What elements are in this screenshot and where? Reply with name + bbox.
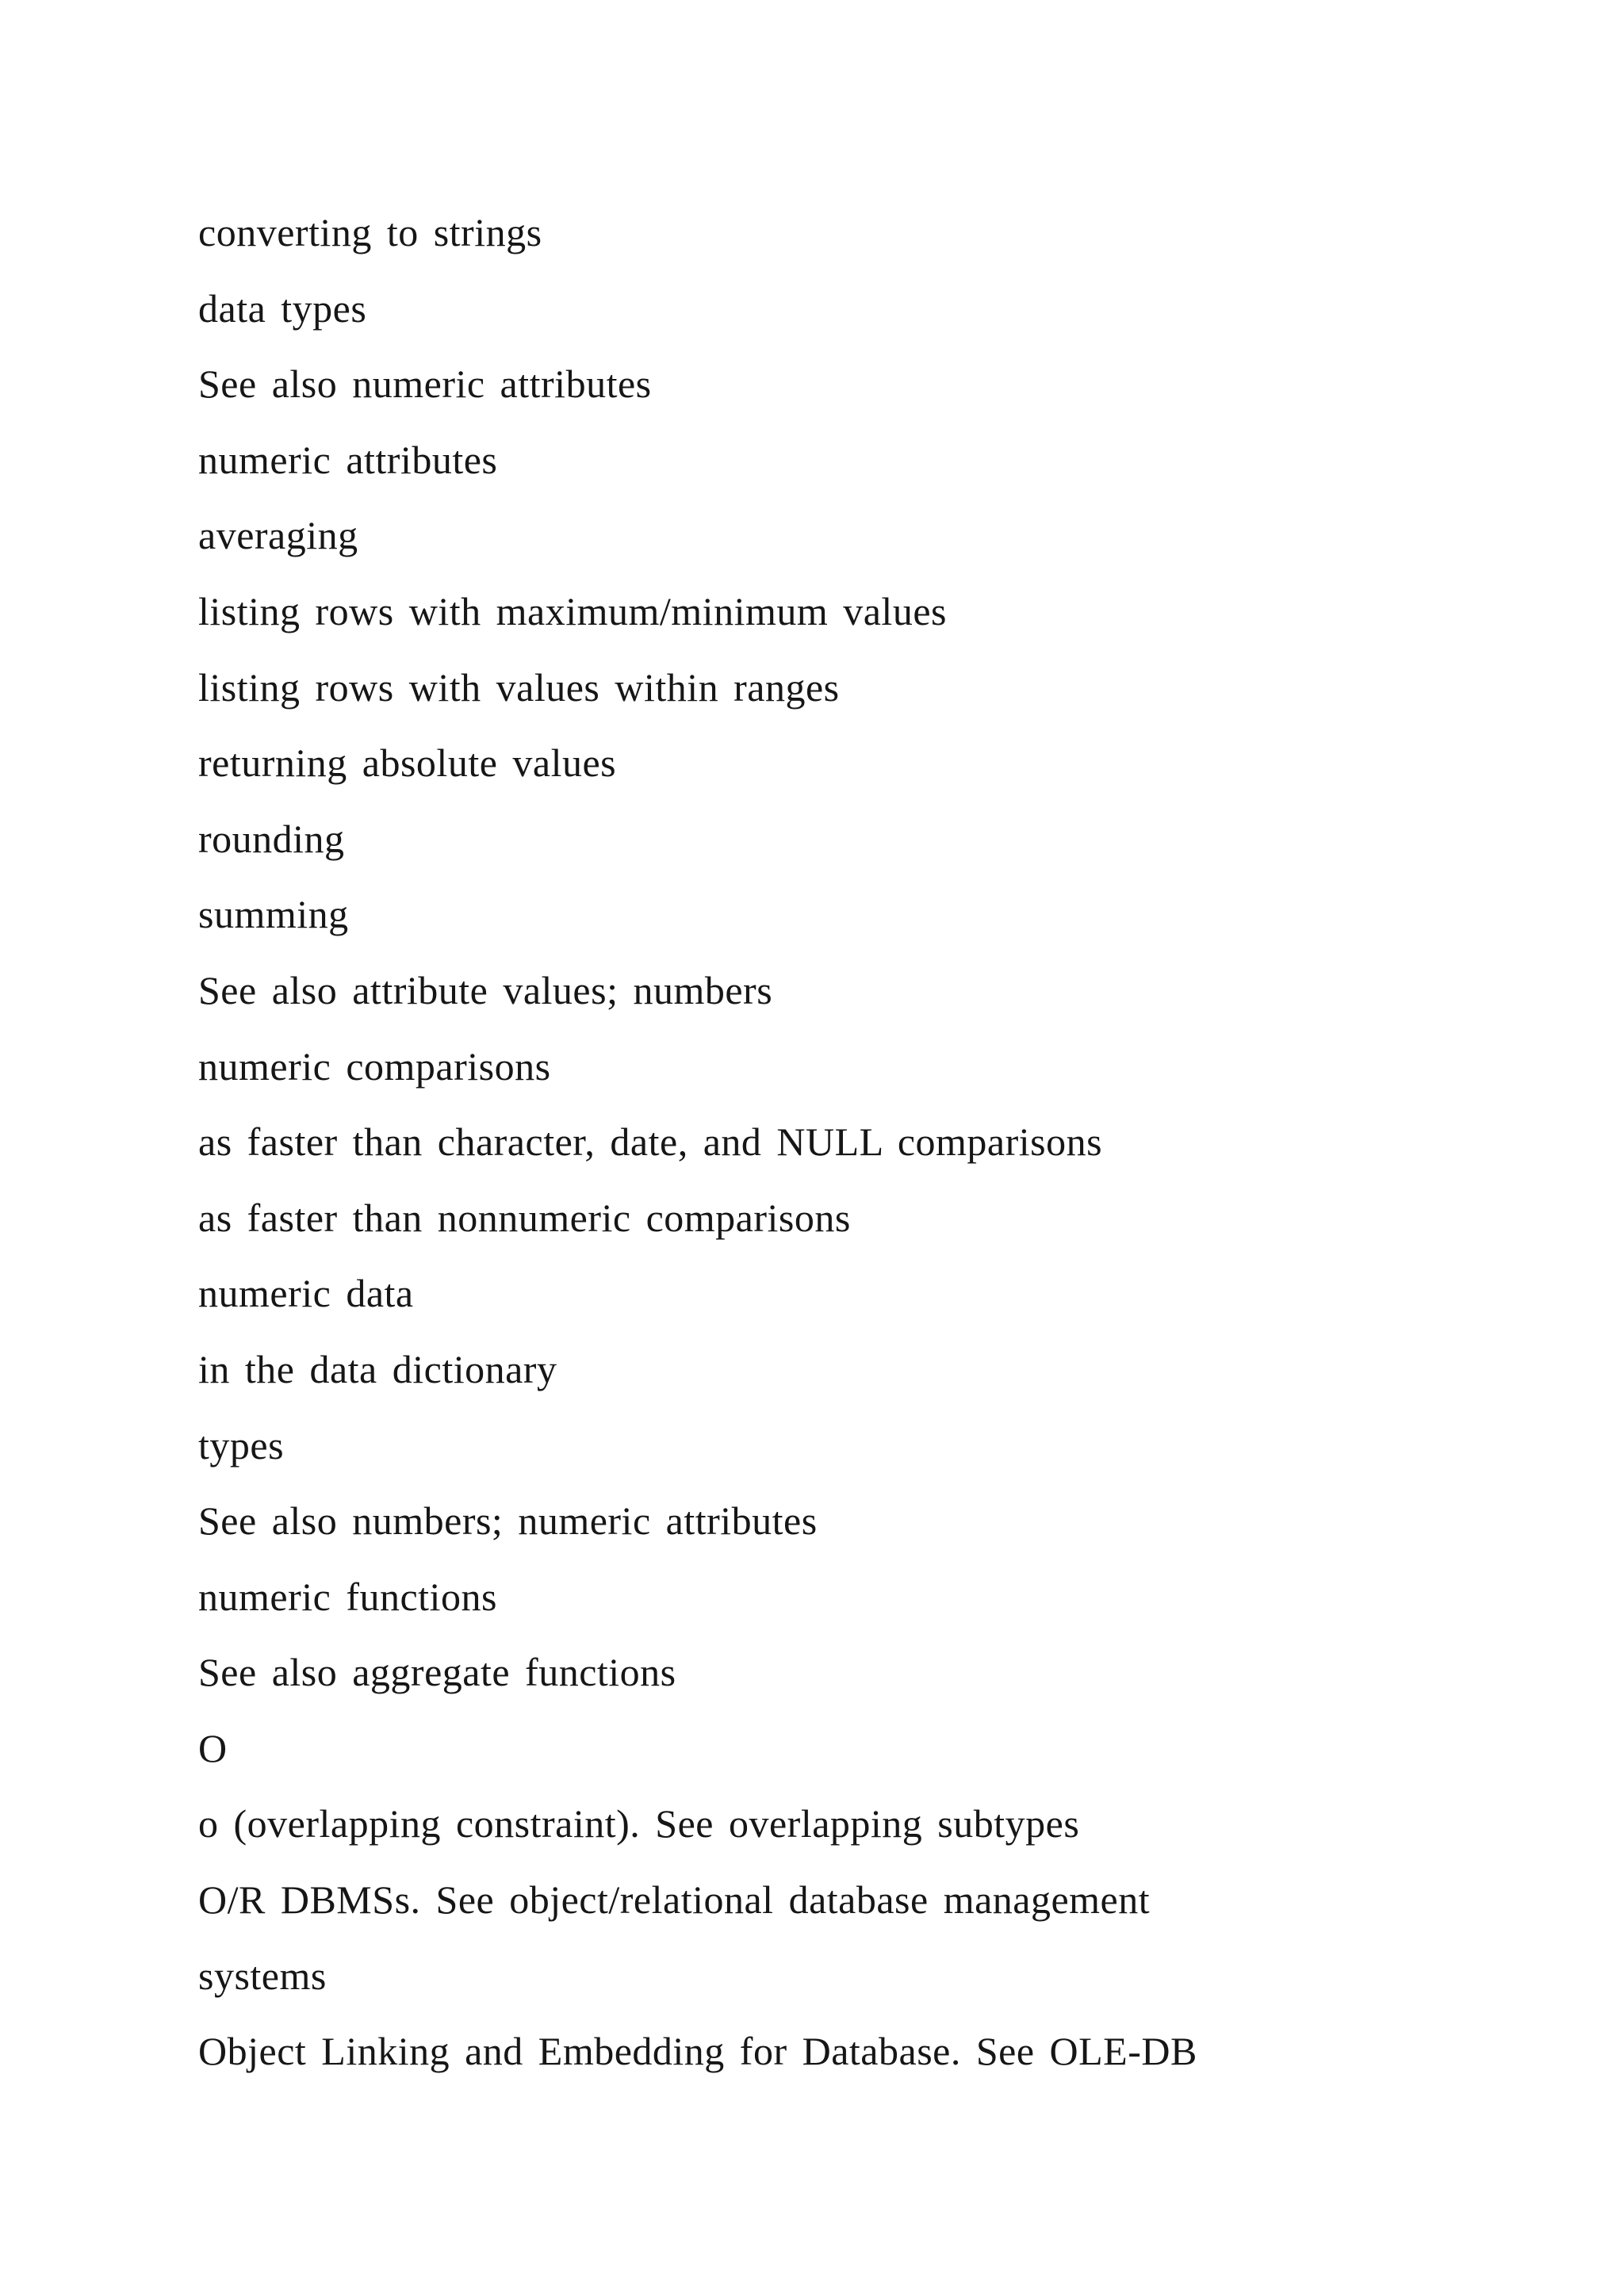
index-line: averaging	[198, 513, 358, 558]
index-line: converting to strings	[198, 210, 542, 254]
index-line: returning absolute values	[198, 740, 617, 786]
index-line: listing rows with maximum/minimum values	[198, 588, 947, 633]
index-line: See also numeric attributes	[198, 362, 652, 407]
index-line: rounding	[198, 816, 345, 861]
index-line: O/R DBMSs. See object/relational database management	[198, 1877, 1151, 1923]
index-line: in the data dictionary	[198, 1346, 557, 1391]
index-line: as faster than nonnumeric comparisons	[198, 1195, 851, 1240]
index-line: See also numbers; numeric attributes	[198, 1498, 818, 1544]
index-line: numeric attributes	[198, 437, 498, 482]
section-letter-heading: O	[198, 1725, 228, 1770]
index-entry-list	[198, 195, 1546, 2090]
index-line: listing rows with values within ranges	[198, 664, 840, 710]
index-line: See also attribute values; numbers	[198, 967, 773, 1012]
index-line: data types	[198, 285, 367, 331]
index-line: numeric functions	[198, 1574, 497, 1619]
index-line: summing	[198, 892, 349, 937]
index-line: numeric comparisons	[198, 1043, 551, 1089]
index-line: as faster than character, date, and NULL comparisons	[198, 1119, 1103, 1165]
index-line: See also aggregate functions	[198, 1650, 676, 1695]
index-line: types	[198, 1422, 285, 1468]
index-line: o (overlapping constraint). See overlapping subtypes	[198, 1801, 1080, 1846]
index-line: numeric data	[198, 1271, 414, 1316]
index-line: Object Linking and Embedding for Database. See OLE-DB	[198, 2029, 1197, 2074]
index-line: systems	[198, 1953, 327, 1998]
